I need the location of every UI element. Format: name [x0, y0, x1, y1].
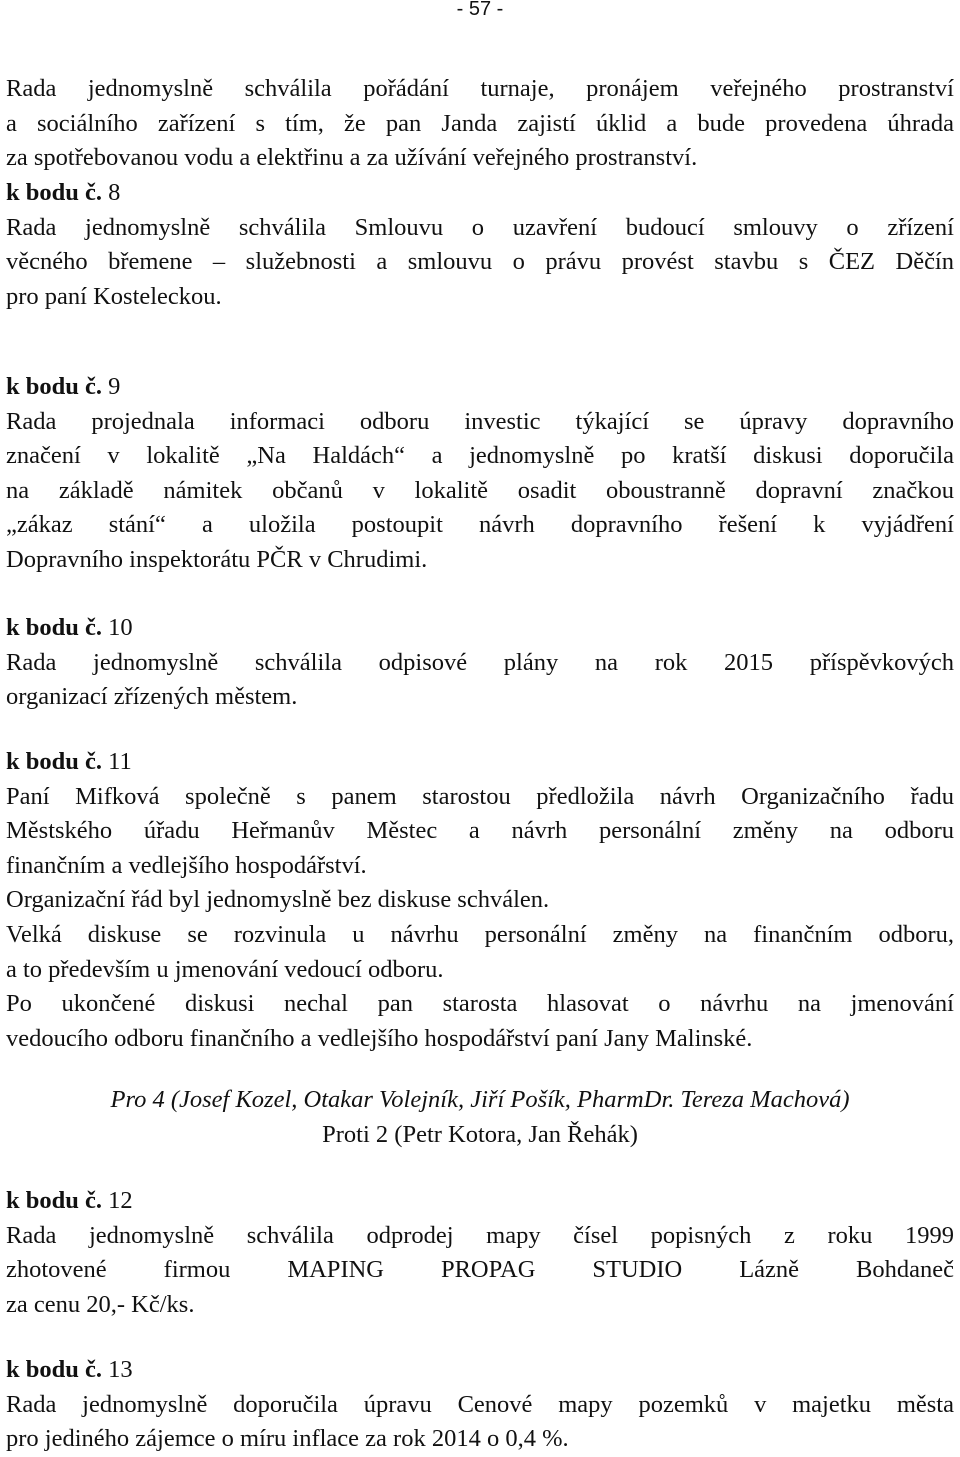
agenda-item-9: [6, 370, 954, 578]
agenda-item-13: [6, 1353, 954, 1457]
text-line: Rada jednomyslně doporučila úpravu Cenové mapy pozemků v majetku města: [6, 1390, 954, 1418]
item-heading: k bodu č. 10: [6, 614, 133, 641]
page-number: - 57 -: [456, 0, 504, 20]
text-line: Paní Mifková společně s panem starostou předložila návrh Organizačního řadu: [6, 782, 954, 810]
vote-against: Proti 2 (Petr Kotora, Jan Řehák): [322, 1121, 638, 1148]
text-line: Organizační řád byl jednomyslně bez diskuse schválen.: [6, 886, 550, 914]
item-number: 12: [108, 1187, 133, 1214]
text-line: vedoucího odboru finančního a vedlejšího hospodářství paní Jany Malinské.: [6, 1024, 753, 1052]
text-line: na základě námitek občanů v lokalitě osadit oboustranně dopravní značkou: [6, 476, 954, 504]
text-line: Po ukončené diskusi nechal pan starosta hlasovat o návrhu na jmenování: [6, 990, 954, 1018]
item-heading: k bodu č. 8: [6, 179, 121, 206]
text-line: Městského úřadu Heřmanův Městec a návrh personální změny na odboru: [6, 817, 954, 845]
item-heading: k bodu č. 9: [6, 373, 121, 400]
text-line: finančním a vedlejšího hospodářství.: [6, 851, 367, 879]
text-line: Dopravního inspektorátu PČR v Chrudimi.: [6, 545, 428, 573]
text-line: zhotovené firmou MAPING PROPAG STUDIO Lázně Bohdaneč: [6, 1256, 954, 1284]
item-number: 9: [108, 373, 121, 400]
text-line: a sociálního zařízení s tím, že pan Janda zajistí úklid a bude provedena úhrada: [6, 109, 954, 137]
intro-paragraph: [6, 72, 954, 176]
text-line: značení v lokalitě „Na Haldách“ a jednomyslně po kratší diskusi doporučila: [6, 442, 954, 470]
text-line: Rada jednomyslně schválila odpisové plány na rok 2015 příspěvkových: [6, 648, 954, 676]
text-line: pro paní Kosteleckou.: [6, 282, 222, 310]
item-heading: k bodu č. 11: [6, 748, 132, 775]
agenda-item-12: [6, 1184, 954, 1322]
vote-for: Pro 4 (Josef Kozel, Otakar Volejník, Jiří Pošík, PharmDr. Tereza Machová): [110, 1086, 850, 1113]
text-line: Rada projednala informaci odboru investic týkající se úpravy dopravního: [6, 407, 954, 435]
text-line: pro jediného zájemce o míru inflace za rok 2014 o 0,4 %.: [6, 1425, 569, 1453]
item-number: 13: [108, 1356, 133, 1383]
text-line: a to především u jmenování vedoucí odboru.: [6, 955, 444, 983]
agenda-item-11: [6, 745, 954, 1056]
text-line: Rada jednomyslně schválila Smlouvu o uzavření budoucí smlouvy o zřízení: [6, 213, 954, 241]
item-heading: k bodu č. 12: [6, 1187, 133, 1214]
agenda-item-10: [6, 611, 954, 715]
text-line: Rada jednomyslně schválila pořádání turnaje, pronájem veřejného prostranství: [6, 75, 954, 102]
text-line: za cenu 20,- Kč/ks.: [6, 1290, 195, 1318]
item-number: 10: [108, 614, 133, 641]
text-line: věcného břemene – služebnosti a smlouvu o právu provést stavbu s ČEZ Děčín: [6, 248, 954, 276]
text-line: Velká diskuse se rozvinula u návrhu personální změny na finančním odboru,: [6, 920, 954, 948]
text-line: za spotřebovanou vodu a elektřinu a za užívání veřejného prostranství.: [6, 144, 698, 172]
agenda-item-8: [6, 176, 954, 314]
item-heading: k bodu č. 13: [6, 1356, 133, 1383]
text-line: Rada jednomyslně schválila odprodej mapy čísel popisných z roku 1999: [6, 1221, 954, 1249]
text-line: „zákaz stání“ a uložila postoupit návrh dopravního řešení k vyjádření: [6, 511, 954, 539]
item-number: 11: [108, 748, 132, 775]
text-line: organizací zřízených městem.: [6, 683, 298, 711]
item-number: 8: [108, 179, 121, 206]
